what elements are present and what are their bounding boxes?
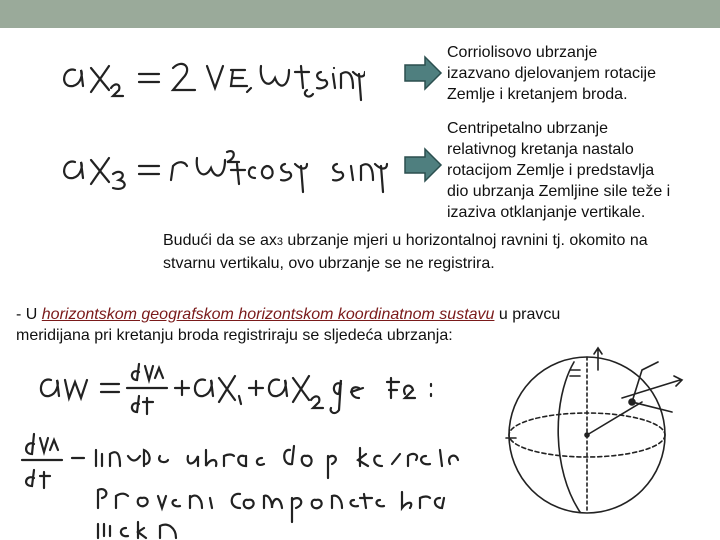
globe-sketch xyxy=(502,340,702,540)
explanation-paragraph xyxy=(163,230,719,274)
bullet-rest: u pravcu xyxy=(494,306,561,323)
centripetal-note xyxy=(447,118,670,223)
centripetal-line: dio ubrzanja Zemljine sile teže i xyxy=(447,183,671,200)
symbol-subscript: 3 xyxy=(276,236,283,248)
centripetal-line: relativnog kretanja nastalo xyxy=(447,141,634,158)
symbol-ax: ax xyxy=(259,232,277,249)
coriolis-note xyxy=(447,42,656,105)
coriolis-line: Zemlje i kretanjem broda. xyxy=(447,86,628,103)
paragraph-line-2: stvarnu vertikalu, ovo ubrzanje se ne registrira. xyxy=(163,255,495,272)
paragraph-text: ubrzanje mjeri u horizontalnoj ravnini tj. okomito na xyxy=(282,232,648,249)
handwritten-formula-ax2 xyxy=(55,48,365,108)
centripetal-line: Centripetalno ubrzanje xyxy=(447,120,608,137)
handwritten-dvn-definition xyxy=(10,428,470,540)
emphasized-term: horizontskom geografskom horizontskom koordinatnom sustavu xyxy=(41,306,495,323)
coriolis-line: izazvano djelovanjem rotacije xyxy=(447,65,656,82)
centripetal-line: izaziva otklanjanje vertikale. xyxy=(447,204,646,221)
handwritten-formula-an xyxy=(35,358,455,426)
coriolis-line: Corriolisovo ubrzanje xyxy=(447,44,598,61)
handwritten-formula-ax3 xyxy=(55,140,395,200)
bullet-prefix: - U xyxy=(16,306,42,323)
right-arrow-icon xyxy=(403,147,443,188)
paragraph-line-1 xyxy=(163,230,719,253)
centripetal-line: rotacijom Zemlje i predstavlja xyxy=(447,162,655,179)
paragraph-text: Budući da se xyxy=(163,232,260,249)
slide-top-bar xyxy=(0,0,720,28)
right-arrow-icon xyxy=(403,55,443,96)
bullet-line-2: meridijana pri kretanju broda registriraju se sljedeća ubrzanja: xyxy=(16,327,453,344)
bullet-line-1 xyxy=(16,304,716,325)
